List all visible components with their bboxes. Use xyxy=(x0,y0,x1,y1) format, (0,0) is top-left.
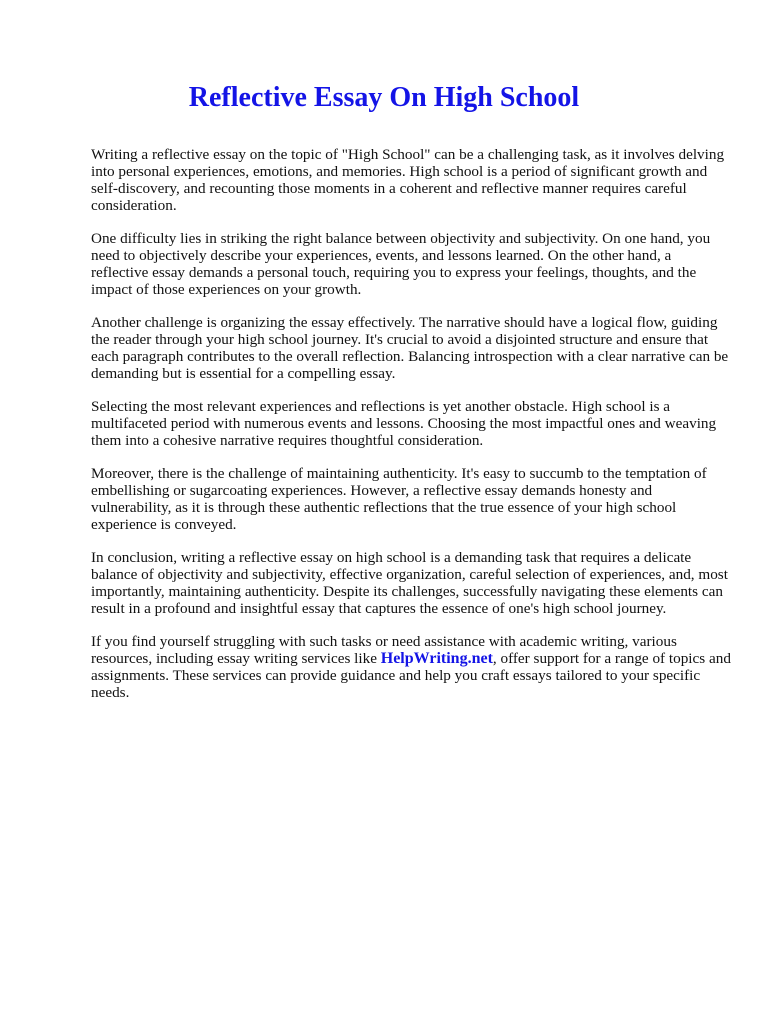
paragraph-objectivity: One difficulty lies in striking the right balance between objectivity and subjectivity. On one hand, you need to objectively describe your experiences, events, and lessons learned. On the other hand, a reflective essay demands a personal touch, requiring you to express your feelings, thoughts, and the impact of those experiences on your growth. xyxy=(91,230,711,298)
helpwriting-link[interactable]: HelpWriting.net xyxy=(380,650,493,667)
page-title: Reflective Essay On High School xyxy=(188,82,580,113)
paragraph-authenticity: Moreover, there is the challenge of maintaining authenticity. It's easy to succumb to the temptation of embellishing or sugarcoating experiences. However, a reflective essay demands honesty and vulnerability, as it is through these authentic reflections that the true essence of your high school experience is conveyed. xyxy=(91,465,707,533)
paragraph-organization: Another challenge is organizing the essay effectively. The narrative should have a logical flow, guiding the reader through your high school journey. It's crucial to avoid a disjointed structure and ensure that each paragraph contributes to the overall reflection. Balancing introspection with a clear narrative can be demanding but is essential for a compelling essay. xyxy=(91,314,729,382)
paragraph-selection: Selecting the most relevant experiences and reflections is yet another obstacle. High school is a multifaceted period with numerous events and lessons. Choosing the most impactful ones and weaving them into a cohesive narrative requires thoughtful consideration. xyxy=(91,398,717,449)
paragraph-intro: Writing a reflective essay on the topic of "High School" can be a challenging task, as it involves delving into personal experiences, emotions, and memories. High school is a period of significant growth and self-discovery, and recounting those moments in a coherent and reflective manner requires careful consideration. xyxy=(91,146,725,214)
essay-body xyxy=(91,146,731,717)
closing-text-before-link: If you find yourself struggling with such tasks or need assistance with academic writing, various resources, including essay writing services like xyxy=(91,633,677,667)
paragraph-conclusion: In conclusion, writing a reflective essay on high school is a demanding task that requires a delicate balance of objectivity and subjectivity, effective organization, careful selection of experiences, and, most importantly, maintaining authenticity. Despite its challenges, successfully navigating these elements can result in a profound and insightful essay that captures the essence of one's high school journey. xyxy=(91,549,728,617)
closing-text-after-link: , offer support for a range of topics and assignments. These services can provide guidance and help you craft essays tailored to your specific needs. xyxy=(91,650,731,701)
paragraph-closing xyxy=(91,633,731,701)
